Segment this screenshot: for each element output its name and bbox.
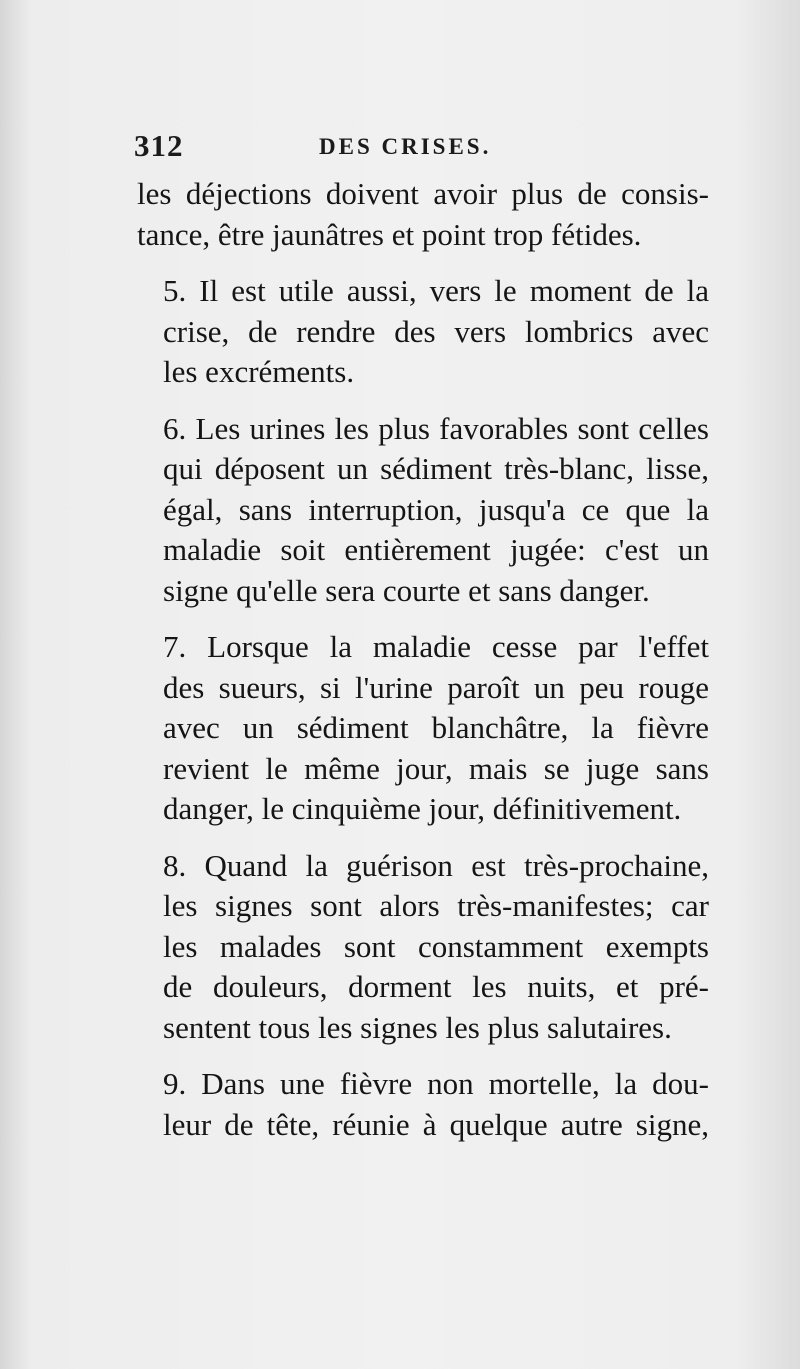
body-text: [137, 174, 709, 1145]
page-header: [134, 128, 704, 168]
text-line: danger, le cinquième jour, définitivement.: [163, 791, 682, 826]
text-line: 6. Les urines les plus favorables sont celles: [163, 410, 709, 446]
paragraph-item-7: [137, 627, 709, 830]
text-line: tance, être jaunâtres et point trop fétides.: [137, 216, 642, 252]
text-line: les signes sont alors très-manifestes; car: [163, 888, 709, 923]
text-line: sentent tous les signes les plus salutaires.: [163, 1009, 672, 1045]
text-line: revient le même jour, mais se juge sans: [163, 750, 709, 786]
paragraph-item-8: [137, 846, 709, 1049]
text-line: les excréments.: [163, 354, 355, 389]
paragraph-item-5: [137, 271, 709, 393]
text-line: leur de tête, réunie à quelque autre signe,: [163, 1106, 709, 1142]
text-line: 9. Dans une fièvre non mortelle, la dou-: [163, 1066, 709, 1101]
text-line: de douleurs, dorment les nuits, et pré-: [163, 969, 709, 1004]
text-line: 8. Quand la guérison est très-prochaine,: [163, 847, 709, 883]
paragraph-item-6: [137, 409, 709, 612]
text-line: signe qu'elle sera courte et sans danger.: [163, 572, 650, 608]
text-line: des sueurs, si l'urine paroît un peu rouge: [163, 669, 709, 705]
text-line: 7. Lorsque la maladie cesse par l'effet: [163, 629, 709, 664]
text-line: égal, sans interruption, jusqu'a ce que la: [163, 491, 709, 527]
text-line: les malades sont constamment exempts: [163, 928, 709, 964]
text-line: avec un sédiment blanchâtre, la fièvre: [163, 710, 709, 745]
paragraph-item-9: [137, 1064, 709, 1145]
text-line: les déjections doivent avoir plus de consis-: [137, 176, 709, 211]
text-line: 5. Il est utile aussi, vers le moment de la: [163, 273, 709, 308]
text-line: maladie soit entièrement jugée: c'est un: [163, 532, 709, 567]
page-number: 312: [134, 128, 184, 163]
text-line: crise, de rendre des vers lombrics avec: [163, 313, 709, 349]
running-head: DES CRISES.: [319, 134, 492, 159]
paragraph-continuation: [137, 174, 709, 255]
text-line: qui déposent un sédiment très-blanc, lisse,: [163, 451, 709, 486]
